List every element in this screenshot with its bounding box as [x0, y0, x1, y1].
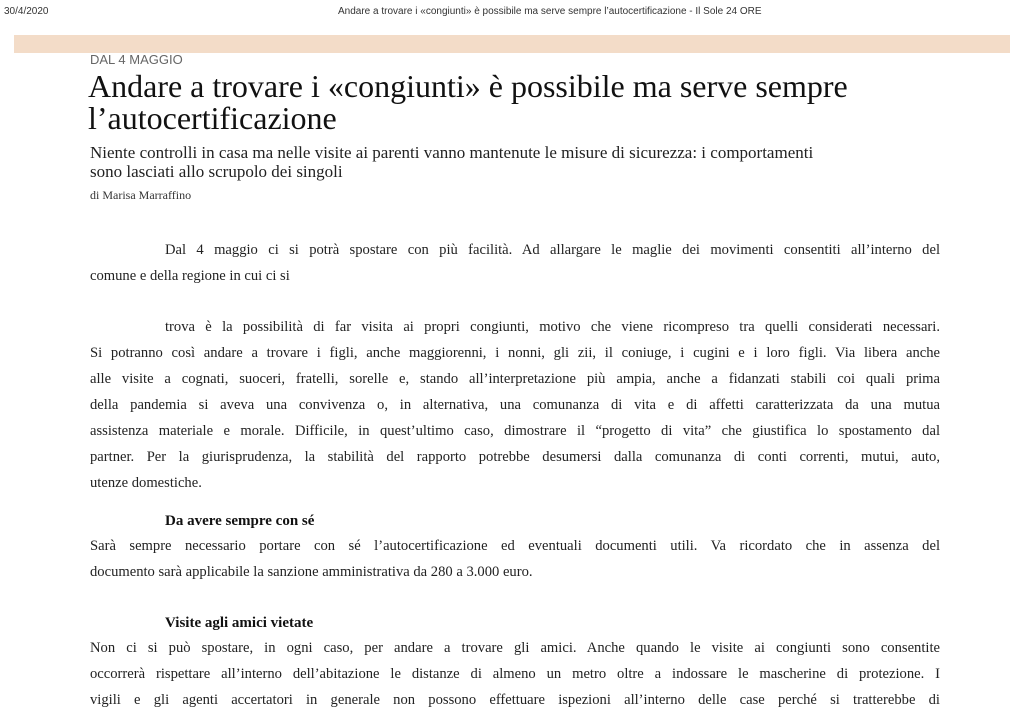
section-heading: Visite agli amici vietate	[165, 615, 314, 631]
body-line: vigili e gli agenti accertatori in generale non possono effettuare ispezioni all’interno delle case perché si tratterebbe di	[90, 692, 940, 708]
title-line: Andare a trovare i «congiunti» è possibile ma serve sempre	[88, 68, 848, 104]
title-line: l’autocertificazione	[88, 100, 337, 136]
body-line: trova è la possibilità di far visita ai propri congiunti, motivo che viene ricompreso tra quelli considerati necessari.	[165, 319, 940, 335]
body-line: Si potranno così andare a trovare i figli, anche maggiorenni, i nonni, gli zii, il coniuge, i cugini e i loro figli. Via libera anche	[90, 345, 940, 361]
body-line: utenze domestiche.	[90, 475, 202, 491]
body-line: Dal 4 maggio ci si potrà spostare con più facilità. Ad allargare le maglie dei movimenti consentiti all’interno del	[165, 242, 940, 258]
body-line: Non ci si può spostare, in ogni caso, per andare a trovare gli amici. Anche quando le visite ai congiunti sono consentite	[90, 640, 940, 656]
subtitle-line: Niente controlli in casa ma nelle visite ai parenti vanno mantenute le misure di sicurezza: i comportamenti	[90, 143, 814, 162]
body-line: comune e della regione in cui ci si	[90, 268, 290, 284]
print-date: 30/4/2020	[4, 6, 49, 17]
article-title	[88, 70, 968, 134]
body-line: alle visite a cognati, suoceri, fratelli, sorelle e, stando all’interpretazione più ampia, anche a fidanzati stabili coi quali prima	[90, 371, 940, 387]
article-byline: di Marisa Marraffino	[90, 188, 192, 202]
body-line: partner. Per la giurisprudenza, la stabilità del rapporto potrebbe desumersi dalla comunanza di conti correnti, mutui, auto,	[90, 449, 940, 465]
body-line: della pandemia si aveva una convivenza o, in alternativa, una comunanza di vita e di affetti caratterizzata da una mutua	[90, 397, 940, 413]
body-line: assistenza materiale e morale. Difficile, in quest’ultimo caso, dimostrare il “progetto di vita” che giustifica lo spostamento dal	[90, 423, 940, 439]
section-heading: Da avere sempre con sé	[165, 513, 315, 529]
article-kicker: DAL 4 MAGGIO	[90, 52, 183, 67]
subtitle-line: sono lasciati allo scrupolo dei singoli	[90, 162, 343, 181]
body-line: documento sarà applicabile la sanzione amministrativa da 280 a 3.000 euro.	[90, 564, 533, 580]
header-band	[14, 35, 1010, 53]
article-subtitle	[90, 143, 950, 181]
body-line: Sarà sempre necessario portare con sé l’autocertificazione ed eventuali documenti utili. Va ricordato che in assenza del	[90, 538, 940, 554]
print-page-title: Andare a trovare i «congiunti» è possibile ma serve sempre l’autocertificazione - Il Sole 24 ORE	[338, 6, 762, 17]
body-line: occorrerà rispettare all’interno dell’abitazione le distanze di almeno un metro oltre a indossare le mascherine di protezione. I	[90, 666, 940, 682]
